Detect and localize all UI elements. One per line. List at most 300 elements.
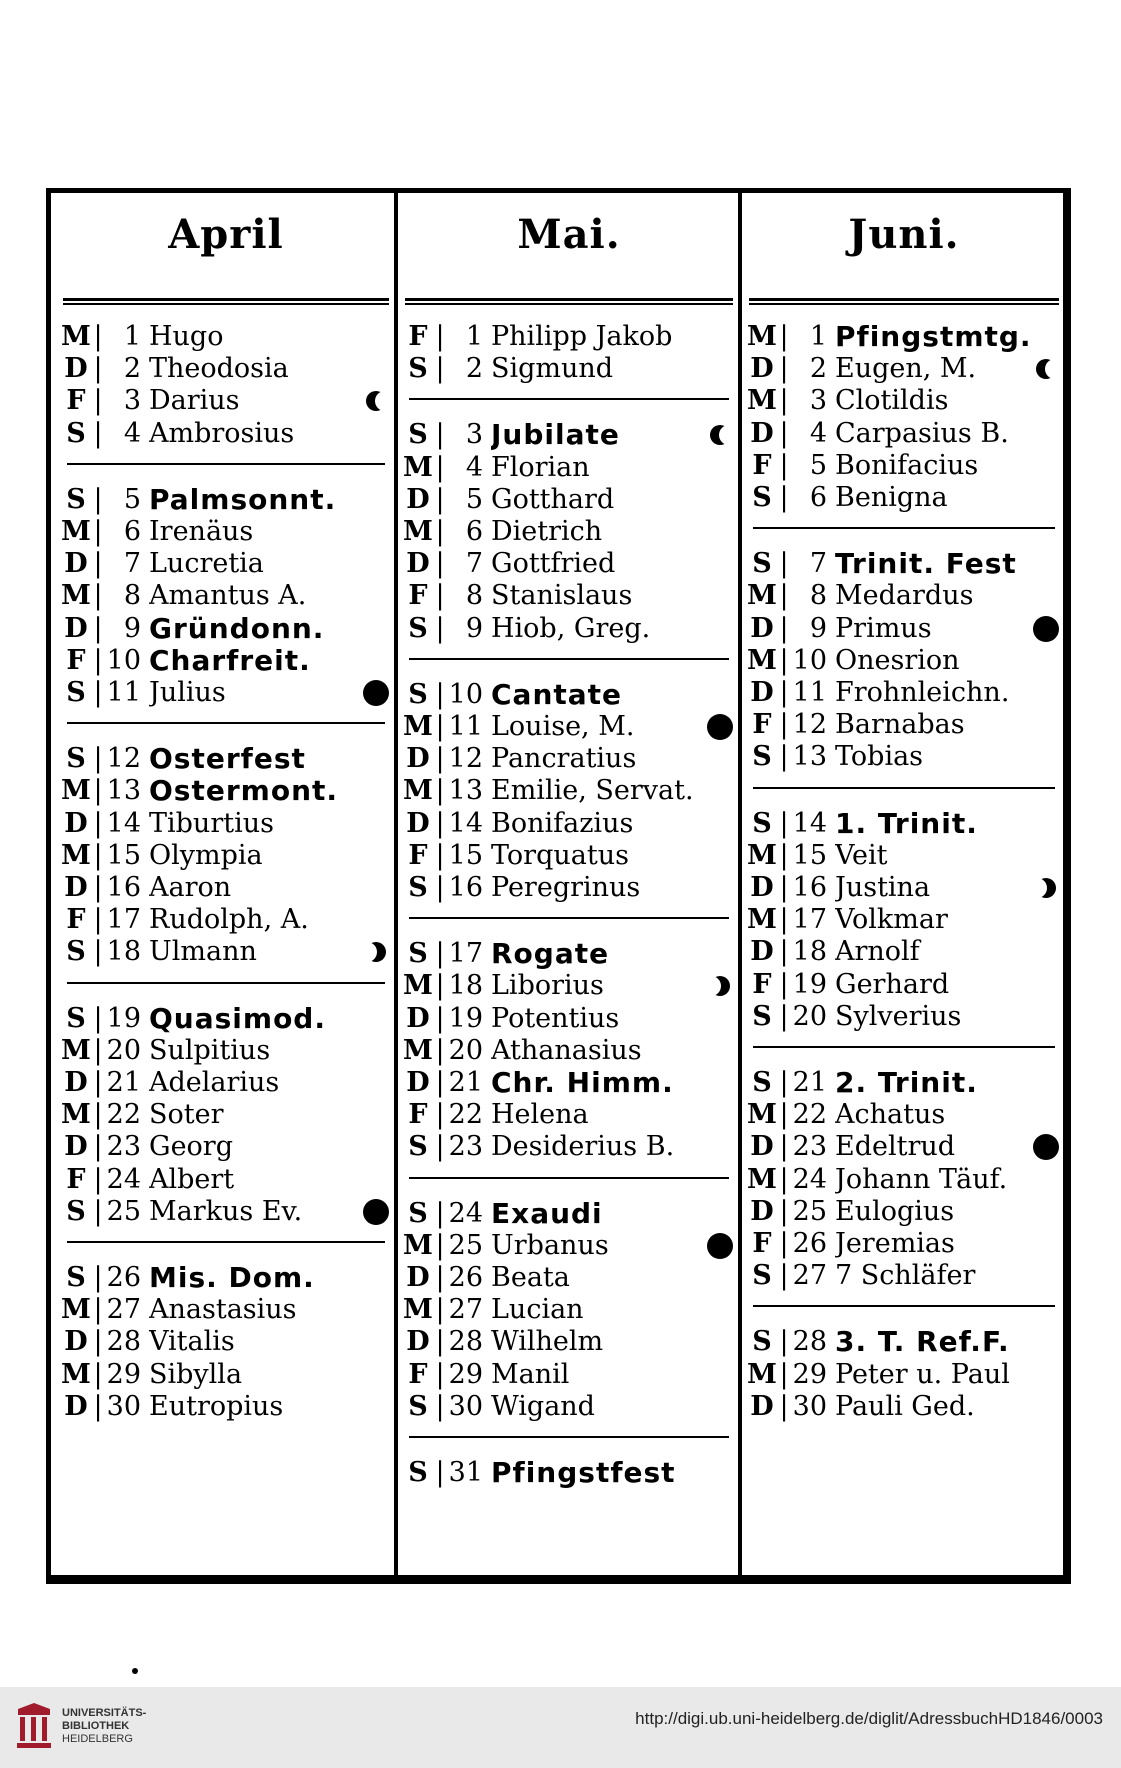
row-separator: | <box>435 711 445 742</box>
day-number: 25 <box>448 1229 483 1261</box>
weekday-letter: S <box>66 417 86 449</box>
row-separator: | <box>779 1228 789 1259</box>
saint-name: Manil <box>491 1358 570 1390</box>
calendar-day-row <box>401 938 737 970</box>
saint-name: Philipp Jakob <box>491 321 673 352</box>
weekday-letter: M <box>61 1099 91 1131</box>
saint-name: Beata <box>491 1262 570 1293</box>
calendar-day-row <box>401 679 737 711</box>
calendar-day-row <box>59 1326 393 1358</box>
calendar-day-row <box>745 1067 1063 1099</box>
weekday-letter: M <box>61 516 91 547</box>
day-number: 12 <box>792 709 827 741</box>
saint-name: Lucian <box>491 1294 584 1326</box>
weekday-letter: S <box>408 872 428 903</box>
saint-name: Bonifazius <box>491 807 634 839</box>
saint-name: Rudolph, A. <box>149 904 309 936</box>
weekday-letter: F <box>66 385 86 417</box>
calendar-day-row <box>745 1001 1063 1033</box>
day-number: 9 <box>123 612 141 644</box>
calendar-day-row <box>59 385 393 417</box>
day-number: 30 <box>448 1390 483 1422</box>
row-separator: | <box>435 516 445 547</box>
calendar-day-row <box>59 1359 393 1391</box>
weekday-letter: D <box>406 548 430 580</box>
day-number: 21 <box>106 1067 141 1098</box>
calendar-day-row <box>59 1196 393 1228</box>
day-number: 13 <box>106 775 141 807</box>
weekday-letter: S <box>752 1000 772 1032</box>
calendar-day-row <box>745 741 1063 773</box>
calendar-day-row <box>745 1131 1063 1163</box>
feast-day-name: Exaudi <box>491 1197 603 1230</box>
day-number: 30 <box>792 1390 827 1422</box>
weekday-letter: D <box>750 1131 774 1163</box>
day-number: 22 <box>106 1099 141 1131</box>
day-number: 27 <box>448 1294 483 1326</box>
calendar-day-row <box>401 1099 737 1131</box>
weekday-letter: M <box>747 580 777 612</box>
month-column-april <box>59 193 393 1575</box>
weekday-letter: M <box>403 711 433 742</box>
feast-day-name: Ostermont. <box>149 775 339 808</box>
calendar-day-row <box>401 1035 737 1067</box>
source-url-link[interactable]: http://digi.ub.uni-heidelberg.de/diglit/AdressbuchHD1846/0003 <box>635 1709 1103 1728</box>
weekday-letter: D <box>750 417 774 449</box>
calendar-day-row <box>59 580 393 612</box>
row-separator: | <box>435 970 445 1002</box>
row-separator: | <box>93 1195 103 1227</box>
day-number: 26 <box>106 1262 141 1293</box>
weekday-letter: D <box>64 612 88 644</box>
library-logo-icon <box>14 1701 54 1751</box>
calendar-day-row <box>401 1262 737 1294</box>
feast-day-name: 1. Trinit. <box>835 807 978 840</box>
weekday-letter: M <box>403 970 433 1002</box>
weekday-letter: S <box>408 612 428 644</box>
calendar-day-row <box>401 1003 737 1035</box>
row-separator: | <box>435 1131 445 1163</box>
day-number: 19 <box>448 1002 483 1034</box>
calendar-day-row <box>745 1228 1063 1260</box>
weekday-letter: D <box>64 1131 88 1163</box>
row-separator: | <box>93 483 103 515</box>
day-number: 19 <box>106 1002 141 1034</box>
weekday-letter: D <box>406 483 430 515</box>
weekday-letter: D <box>750 1195 774 1227</box>
row-separator: | <box>93 1390 103 1422</box>
calendar-day-row <box>59 353 393 385</box>
day-number: 8 <box>465 580 483 612</box>
row-separator: | <box>93 1294 103 1326</box>
row-separator: | <box>779 353 789 385</box>
day-number: 15 <box>106 839 141 871</box>
day-number: 27 <box>106 1294 141 1326</box>
calendar-day-row <box>59 1391 393 1423</box>
day-number: 16 <box>106 872 141 903</box>
weekday-letter: D <box>64 548 88 580</box>
saint-name: Onesrion <box>835 644 960 676</box>
row-separator: | <box>435 353 445 385</box>
weekday-letter: M <box>747 839 777 871</box>
saint-name: Helena <box>491 1099 589 1131</box>
weekday-letter: D <box>406 1067 430 1098</box>
saint-name: Sibylla <box>149 1358 243 1390</box>
saint-name: Bonifacius <box>835 449 979 481</box>
weekday-letter: D <box>406 1002 430 1034</box>
saint-name: Clotildis <box>835 385 949 417</box>
row-separator: | <box>435 580 445 612</box>
day-number: 20 <box>792 1000 827 1032</box>
calendar-day-row <box>401 1294 737 1326</box>
saint-name: Hugo <box>149 321 224 352</box>
weekday-letter: S <box>752 1326 772 1358</box>
day-number: 14 <box>106 807 141 839</box>
day-number: 18 <box>106 936 141 968</box>
saint-name: Urbanus <box>491 1229 609 1261</box>
saint-name: Markus Ev. <box>149 1195 303 1227</box>
calendar-day-row <box>745 1326 1063 1358</box>
saint-name: Stanislaus <box>491 580 633 612</box>
day-number: 4 <box>123 417 141 449</box>
day-number: 3 <box>465 419 483 451</box>
day-number: 13 <box>448 775 483 807</box>
moon-full-icon <box>707 714 733 740</box>
feast-day-name: Chr. Himm. <box>491 1067 674 1099</box>
day-number: 11 <box>792 677 827 708</box>
day-number: 4 <box>465 451 483 483</box>
row-separator: | <box>779 644 789 676</box>
calendar-day-row <box>745 1196 1063 1228</box>
row-separator: | <box>779 968 789 1000</box>
row-separator: | <box>779 1067 789 1098</box>
saint-name: Georg <box>149 1131 233 1163</box>
calendar-frame <box>46 188 1071 1584</box>
weekday-letter: F <box>752 1228 772 1259</box>
calendar-day-row <box>745 580 1063 612</box>
calendar-day-row <box>401 1326 737 1358</box>
calendar-day-row <box>401 1131 737 1163</box>
day-number: 19 <box>792 968 827 1000</box>
calendar-day-row <box>401 613 737 645</box>
day-number: 24 <box>448 1197 483 1229</box>
row-separator: | <box>435 1262 445 1293</box>
row-separator: | <box>435 483 445 515</box>
row-separator: | <box>435 1002 445 1034</box>
day-number: 17 <box>448 938 483 970</box>
saint-name: Primus <box>835 612 932 644</box>
weekday-letter: D <box>750 872 774 903</box>
calendar-day-row <box>401 711 737 743</box>
day-number: 18 <box>448 970 483 1002</box>
saint-name: Pauli Ged. <box>835 1390 975 1422</box>
library-name <box>62 1707 146 1746</box>
row-separator: | <box>435 1099 445 1131</box>
day-number: 6 <box>123 516 141 547</box>
row-separator: | <box>435 872 445 903</box>
day-number: 25 <box>106 1195 141 1227</box>
weekday-letter: D <box>750 936 774 968</box>
day-number: 1 <box>809 321 827 352</box>
row-separator: | <box>435 839 445 871</box>
day-number: 9 <box>809 612 827 644</box>
row-separator: | <box>93 1326 103 1358</box>
saint-name: Hiob, Greg. <box>491 612 651 644</box>
saint-name: Benigna <box>835 482 948 513</box>
row-separator: | <box>779 1163 789 1195</box>
weekday-letter: D <box>406 807 430 839</box>
calendar-day-row <box>59 1294 393 1326</box>
saint-name: Amantus A. <box>149 580 307 612</box>
row-separator: | <box>93 904 103 936</box>
row-separator: | <box>93 839 103 871</box>
weekday-letter: S <box>408 938 428 970</box>
column-divider <box>394 193 398 1575</box>
day-number: 22 <box>448 1099 483 1131</box>
day-number: 8 <box>809 580 827 612</box>
day-number: 30 <box>106 1390 141 1422</box>
feast-day-name: Gründonn. <box>149 612 325 645</box>
weekday-letter: D <box>64 1326 88 1358</box>
feast-day-name: 3. T. Ref.F. <box>835 1326 1010 1359</box>
saint-name: Achatus <box>835 1099 946 1131</box>
weekday-letter: M <box>403 775 433 807</box>
day-number: 31 <box>448 1457 483 1488</box>
calendar-day-row <box>745 482 1063 514</box>
day-number: 17 <box>106 904 141 936</box>
weekday-letter: M <box>747 1163 777 1195</box>
calendar-day-row <box>745 321 1063 353</box>
title-rule <box>63 298 389 305</box>
month-column-juni <box>745 193 1063 1575</box>
saint-name: Tobias <box>835 741 924 773</box>
day-number: 16 <box>792 872 827 903</box>
row-separator: | <box>779 1358 789 1390</box>
saint-name: Gottfried <box>491 548 616 580</box>
row-separator: | <box>435 612 445 644</box>
saint-name: Wigand <box>491 1390 595 1422</box>
day-number: 16 <box>448 872 483 903</box>
calendar-day-row <box>745 969 1063 1001</box>
calendar-day-row <box>59 418 393 450</box>
saint-name: Louise, M. <box>491 711 635 742</box>
feast-day-name: Quasimod. <box>149 1002 326 1035</box>
calendar-day-row <box>59 1131 393 1163</box>
weekday-letter: F <box>66 644 86 676</box>
weekday-letter: D <box>406 1262 430 1293</box>
day-number: 26 <box>792 1228 827 1259</box>
feast-day-name: Jubilate <box>491 419 620 452</box>
calendar-day-row <box>401 419 737 451</box>
weekday-letter: M <box>747 1099 777 1131</box>
weekday-letter: S <box>66 1195 86 1227</box>
row-separator: | <box>435 451 445 483</box>
row-separator: | <box>435 1326 445 1358</box>
calendar-day-row <box>59 1035 393 1067</box>
row-separator: | <box>779 709 789 741</box>
calendar-day-row <box>59 677 393 709</box>
weekday-letter: S <box>408 1390 428 1422</box>
day-number: 10 <box>106 644 141 676</box>
row-separator: | <box>93 1163 103 1195</box>
day-number: 5 <box>809 449 827 481</box>
day-number: 14 <box>792 807 827 839</box>
day-number: 28 <box>106 1326 141 1358</box>
calendar-day-row <box>401 516 737 548</box>
calendar-day-row <box>745 1359 1063 1391</box>
weekday-letter: D <box>750 1390 774 1422</box>
week-divider <box>67 1241 385 1243</box>
weekday-letter: M <box>61 1358 91 1390</box>
moon-full-icon <box>363 680 389 706</box>
day-number: 9 <box>465 612 483 644</box>
calendar-day-row <box>745 709 1063 741</box>
moon-full-icon <box>707 1233 733 1259</box>
row-separator: | <box>779 1326 789 1358</box>
saint-name: Torquatus <box>491 839 629 871</box>
calendar-day-row <box>59 840 393 872</box>
saint-name: Medardus <box>835 580 974 612</box>
feast-day-name: Rogate <box>491 938 610 971</box>
row-separator: | <box>779 580 789 612</box>
week-divider <box>67 463 385 465</box>
weekday-letter: S <box>752 1067 772 1098</box>
day-number: 21 <box>792 1067 827 1098</box>
day-number: 1 <box>123 321 141 352</box>
row-separator: | <box>435 743 445 775</box>
row-separator: | <box>435 1294 445 1326</box>
row-separator: | <box>93 1262 103 1293</box>
week-divider <box>409 1177 729 1179</box>
day-number: 13 <box>792 741 827 773</box>
day-number: 20 <box>106 1034 141 1066</box>
row-separator: | <box>779 1131 789 1163</box>
day-number: 28 <box>448 1326 483 1358</box>
saint-name: Eulogius <box>835 1195 955 1227</box>
row-separator: | <box>435 1067 445 1098</box>
calendar-day-row <box>59 808 393 840</box>
day-number: 12 <box>106 743 141 775</box>
saint-name: Ulmann <box>149 936 257 968</box>
ink-dot <box>132 1668 138 1674</box>
row-separator: | <box>93 1099 103 1131</box>
day-number: 17 <box>792 904 827 936</box>
row-separator: | <box>93 1067 103 1098</box>
month-column-mai <box>401 193 737 1575</box>
saint-name: Peregrinus <box>491 872 641 903</box>
calendar-day-row <box>745 353 1063 385</box>
row-separator: | <box>435 419 445 451</box>
day-number: 12 <box>448 743 483 775</box>
saint-name: Dietrich <box>491 516 603 547</box>
calendar-day-row <box>59 548 393 580</box>
saint-name: Justina <box>835 872 931 903</box>
title-rule <box>749 298 1059 305</box>
saint-name: Potentius <box>491 1002 620 1034</box>
weekday-letter: S <box>408 1197 428 1229</box>
saint-name: Lucretia <box>149 548 264 580</box>
calendar-day-row <box>59 872 393 904</box>
calendar-day-row <box>401 1391 737 1423</box>
row-separator: | <box>435 775 445 807</box>
calendar-day-row <box>401 484 737 516</box>
calendar-day-row <box>59 484 393 516</box>
weekday-letter: S <box>66 1002 86 1034</box>
feast-day-name: Osterfest <box>149 743 306 776</box>
weekday-letter: F <box>408 580 428 612</box>
calendar-day-row <box>745 840 1063 872</box>
day-number: 10 <box>448 678 483 710</box>
title-rule <box>405 298 733 305</box>
calendar-day-row <box>745 1099 1063 1131</box>
weekday-letter: M <box>61 775 91 807</box>
weekday-letter: S <box>752 741 772 773</box>
day-number: 21 <box>448 1067 483 1098</box>
row-separator: | <box>93 385 103 417</box>
weekday-letter: S <box>408 419 428 451</box>
feast-day-name: Trinit. Fest <box>835 548 1017 581</box>
row-separator: | <box>779 1390 789 1422</box>
calendar-day-row <box>745 677 1063 709</box>
calendar-day-row <box>59 516 393 548</box>
row-separator: | <box>93 1358 103 1390</box>
weekday-letter: S <box>408 353 428 385</box>
day-number: 2 <box>465 353 483 385</box>
library-name-line: HEIDELBERG <box>62 1733 133 1745</box>
saint-name: Liborius <box>491 970 604 1002</box>
saint-name: Edeltrud <box>835 1131 956 1163</box>
week-divider <box>67 722 385 724</box>
weekday-letter: D <box>406 743 430 775</box>
row-separator: | <box>435 321 445 352</box>
week-divider <box>409 398 729 400</box>
calendar-day-row <box>745 645 1063 677</box>
day-number: 6 <box>465 516 483 547</box>
row-separator: | <box>93 775 103 807</box>
calendar-day-row <box>401 548 737 580</box>
saint-name: Sylverius <box>835 1000 962 1032</box>
week-divider <box>409 917 729 919</box>
weekday-letter: S <box>752 482 772 513</box>
calendar-day-row <box>745 808 1063 840</box>
weekday-letter: M <box>747 904 777 936</box>
row-separator: | <box>779 1099 789 1131</box>
row-separator: | <box>93 417 103 449</box>
weekday-letter: F <box>66 904 86 936</box>
day-number: 11 <box>448 711 483 742</box>
weekday-letter: S <box>752 1260 772 1292</box>
day-number: 6 <box>809 482 827 513</box>
day-number: 18 <box>792 936 827 968</box>
day-number: 2 <box>123 353 141 385</box>
calendar-day-row <box>401 1198 737 1230</box>
weekday-letter: F <box>752 709 772 741</box>
row-separator: | <box>93 677 103 708</box>
weekday-letter: S <box>66 483 86 515</box>
calendar-day-row <box>401 1457 737 1489</box>
weekday-letter: M <box>403 451 433 483</box>
row-separator: | <box>93 1002 103 1034</box>
week-divider <box>753 527 1055 529</box>
row-separator: | <box>779 741 789 773</box>
calendar-day-row <box>401 840 737 872</box>
day-number: 7 <box>809 548 827 580</box>
calendar-day-row <box>401 743 737 775</box>
day-number: 2 <box>809 353 827 385</box>
saint-name: Eutropius <box>149 1390 284 1422</box>
row-separator: | <box>779 321 789 352</box>
calendar-day-row <box>401 321 737 353</box>
